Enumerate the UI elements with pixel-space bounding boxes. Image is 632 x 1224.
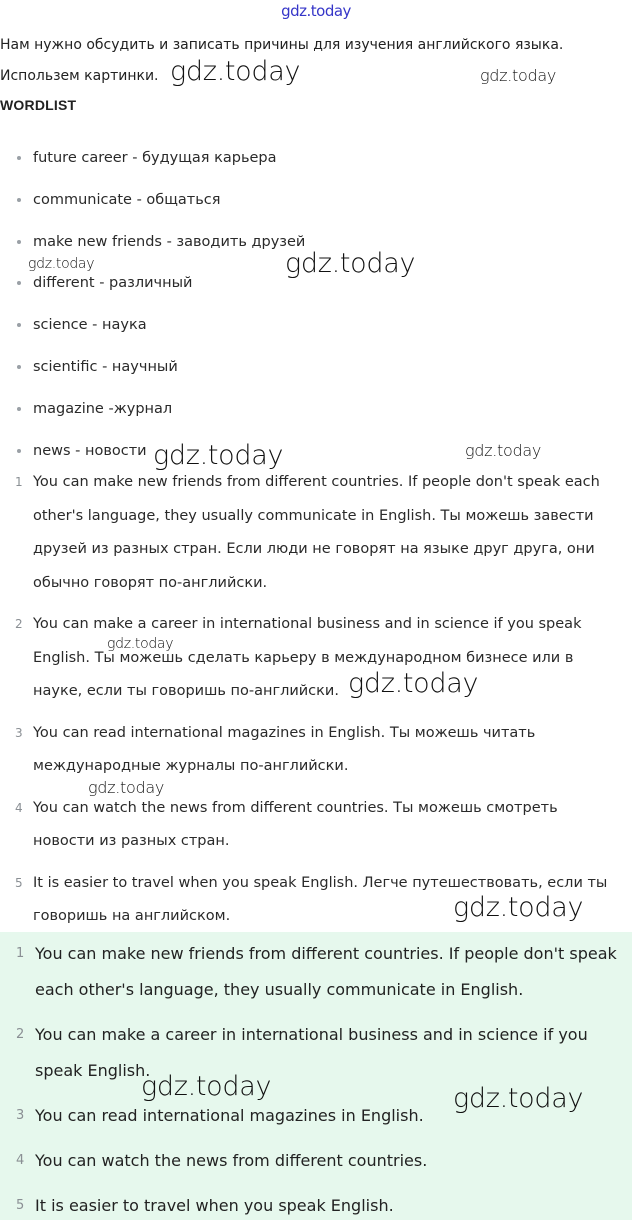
reason-number: 5 bbox=[15, 875, 23, 890]
watermark: gdz.today bbox=[453, 892, 584, 923]
watermark: gdz.today bbox=[453, 1083, 584, 1114]
word-item: scientific - научный bbox=[0, 349, 630, 391]
english-reason-text: You can make a career in international business and in science if you speak English. bbox=[35, 1025, 588, 1080]
english-reason-number: 2 bbox=[16, 1027, 25, 1042]
english-answer-block bbox=[0, 932, 632, 1220]
watermark: gdz.today bbox=[348, 668, 479, 699]
reason-number: 4 bbox=[15, 800, 23, 815]
english-reason-text: It is easier to travel when you speak English. bbox=[35, 1196, 394, 1215]
english-reasons-list bbox=[0, 932, 632, 1224]
intro-text: Нам нужно обсудить и записать причины для изучения английского языка. Использем картинки. bbox=[0, 37, 564, 84]
english-reason-number: 3 bbox=[16, 1108, 25, 1123]
english-reason-number: 4 bbox=[16, 1153, 25, 1168]
watermark: gdz.today bbox=[480, 66, 557, 85]
english-reason-number: 5 bbox=[16, 1198, 25, 1213]
reason-text: It is easier to travel when you speak English. Легче путешествовать, если ты говоришь на английском. bbox=[33, 874, 608, 924]
reason-number: 2 bbox=[15, 617, 23, 631]
reason-item bbox=[0, 792, 630, 859]
word-item: magazine -журнал bbox=[0, 391, 630, 433]
english-reason-item bbox=[0, 936, 632, 1008]
reason-number: 1 bbox=[15, 475, 23, 489]
site-watermark-header: gdz.today bbox=[281, 2, 351, 20]
reason-text: You can watch the news from different countries. Ты можешь смотреть новости из разных стран. bbox=[33, 799, 558, 849]
watermark: gdz.today bbox=[141, 1071, 272, 1102]
reason-number: 3 bbox=[15, 725, 23, 740]
watermark: gdz.today bbox=[465, 441, 542, 460]
reason-text: You can read international magazines in English. Ты можешь читать международные журналы по-английски. bbox=[33, 724, 536, 774]
watermark: gdz.today bbox=[88, 778, 165, 797]
wordlist-heading: WORDLIST bbox=[0, 97, 77, 113]
english-reason-text: You can make new friends from different countries. If people don't speak each other's language, they usually communicate in English. bbox=[35, 944, 617, 999]
english-reason-text: You can read international magazines in English. bbox=[35, 1106, 424, 1125]
reasons-list bbox=[0, 466, 630, 934]
reason-item bbox=[0, 717, 630, 784]
reason-item bbox=[0, 608, 630, 709]
word-item: news - новости bbox=[0, 433, 630, 475]
wordlist bbox=[0, 140, 630, 474]
english-reason-number: 1 bbox=[16, 946, 25, 961]
word-item: science - наука bbox=[0, 307, 630, 349]
watermark: gdz.today bbox=[153, 440, 284, 471]
english-reason-text: You can watch the news from different countries. bbox=[35, 1151, 428, 1170]
english-reason-item bbox=[0, 1188, 632, 1224]
reason-text: You can make new friends from different countries. If people don't speak each other's language, they usually communicate in English. Ты можешь завести друзей из разных стран. Если люди не говорят на языке друг друга, они обычно говорят по-английски. bbox=[33, 474, 600, 591]
watermark: gdz.today bbox=[170, 56, 301, 87]
word-item: future career - будущая карьера bbox=[0, 140, 630, 182]
reason-item bbox=[0, 466, 630, 600]
watermark: gdz.today bbox=[285, 248, 416, 279]
reason-text: You can make a career in international business and in science if you speak English. Ты можешь сделать карьеру в международном бизнесе или в науке, если ты говоришь по-английски. bbox=[33, 616, 582, 699]
watermark: gdz.today bbox=[107, 636, 174, 652]
word-item: different - различный bbox=[0, 265, 630, 307]
word-item: communicate - общаться bbox=[0, 182, 630, 224]
watermark: gdz.today bbox=[28, 256, 95, 272]
english-reason-item bbox=[0, 1143, 632, 1179]
english-reason-item bbox=[0, 1017, 632, 1089]
word-item: make new friends - заводить друзей bbox=[0, 224, 630, 266]
